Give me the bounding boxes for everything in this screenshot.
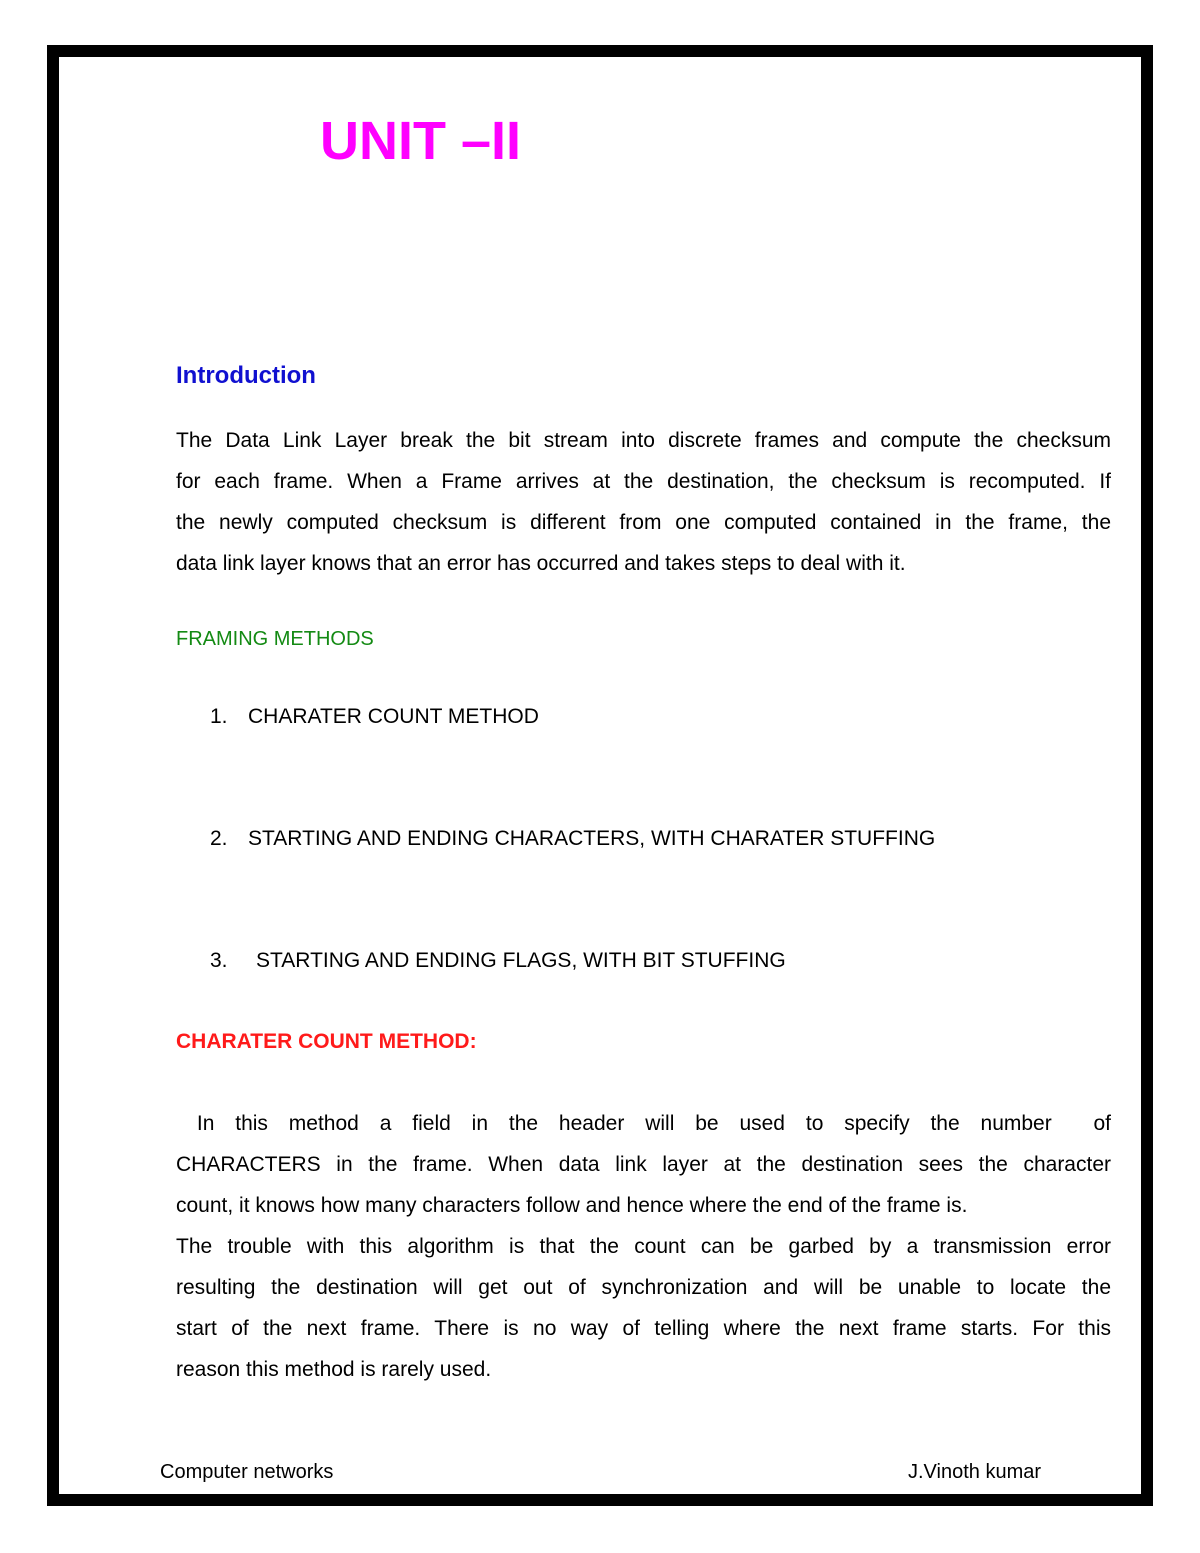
introduction-line: the newly computed checksum is different from one computed contained in the frame, the: [176, 511, 1111, 534]
character-count-line: The trouble with this algorithm is that the count can be garbed by a transmission error: [176, 1235, 1111, 1258]
list-number: 3.: [210, 949, 228, 972]
framing-method-item: [210, 824, 935, 854]
character-count-line: CHARACTERS in the frame. When data link layer at the destination sees the character: [176, 1153, 1111, 1176]
framing-method-item: [210, 946, 786, 976]
unit-title: UNIT –II: [320, 111, 522, 171]
footer-course-name: Computer networks: [160, 1461, 334, 1483]
character-count-line: reason this method is rarely used.: [176, 1358, 492, 1381]
list-item-label: STARTING AND ENDING CHARACTERS, WITH CHARATER STUFFING: [248, 827, 936, 850]
character-count-line: resulting the destination will get out of synchronization and will be unable to locate the: [176, 1276, 1111, 1299]
character-count-line: count, it knows how many characters follow and hence where the end of the frame is.: [176, 1194, 968, 1217]
introduction-line: for each frame. When a Frame arrives at the destination, the checksum is recomputed. If: [176, 470, 1111, 493]
character-count-line: In this method a field in the header will be used to specify the number of: [176, 1112, 1111, 1135]
character-count-line: start of the next frame. There is no way of telling where the next frame starts. For this: [176, 1317, 1111, 1340]
footer-author: J.Vinoth kumar: [908, 1461, 1042, 1483]
character-count-paragraph: [176, 1103, 1111, 1390]
introduction-paragraph: [176, 420, 1111, 584]
introduction-heading: Introduction: [176, 362, 316, 389]
list-number: 2.: [210, 827, 228, 850]
framing-method-item: [210, 702, 539, 732]
list-item-label: CHARATER COUNT METHOD: [248, 705, 539, 728]
list-number: 1.: [210, 705, 228, 728]
introduction-line: data link layer knows that an error has occurred and takes steps to deal with it.: [176, 552, 906, 575]
character-count-heading: CHARATER COUNT METHOD:: [176, 1030, 477, 1053]
framing-methods-heading: FRAMING METHODS: [176, 628, 374, 650]
introduction-line: The Data Link Layer break the bit stream into discrete frames and compute the checksum: [176, 429, 1111, 452]
list-item-label: STARTING AND ENDING FLAGS, WITH BIT STUFFING: [256, 949, 786, 972]
